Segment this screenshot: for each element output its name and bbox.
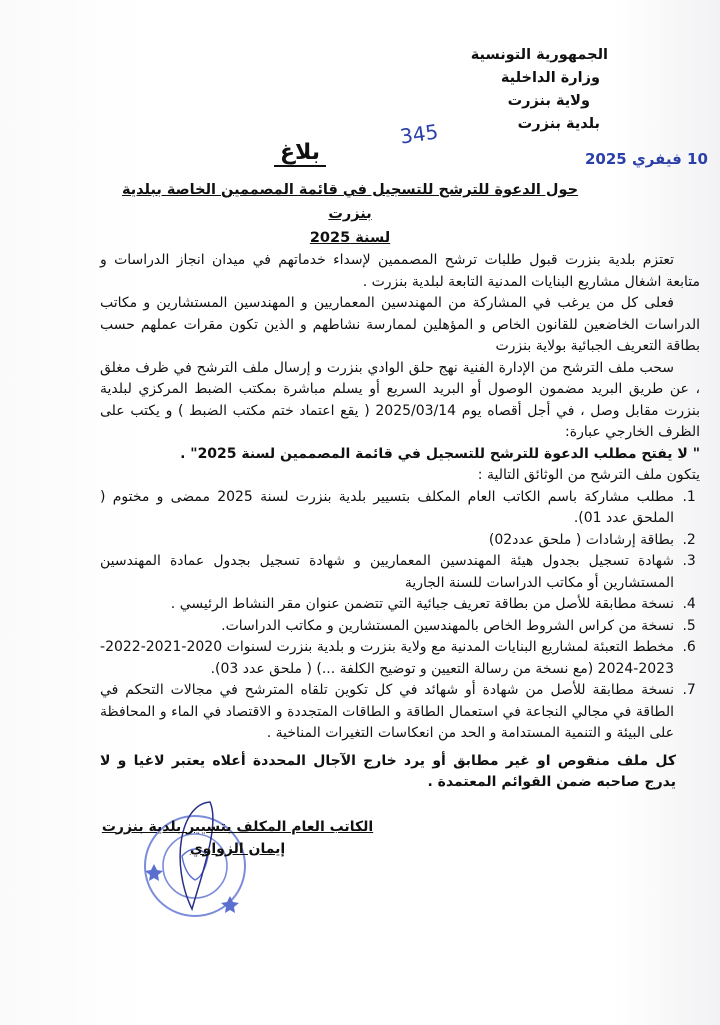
documents-list: [100, 487, 700, 745]
signature-area: [100, 816, 375, 950]
envelope-phrase: " لا يفتح مطلب الدعوة للترشح للتسجيل في قائمة المصممين لسنة 2025" .: [180, 445, 700, 462]
letterhead-line: ولاية بنزرت: [507, 93, 590, 109]
title-text: بلاغ: [274, 140, 326, 167]
document-item: 6. مخطط التعبئة لمشاريع البنايات المدنية مع ولاية بنزرت و بلدية بنزرت لسنوات 2020-2021-2022-2023-2024 (مع نسخة من رسالة التعيين و توضيح الكلفة ...) ( ملحق عدد 03).: [100, 637, 678, 680]
subtitle-line: لسنة 2025: [309, 230, 391, 246]
paragraph: تعتزم بلدية بنزرت قبول طلبات ترشح المصممين لإسداء خدماتهم في ميدان انجاز الدراسات و متابعة اشغال مشاريع البنايات المدنية التابعة لبلدية بنزرت .: [100, 252, 700, 290]
letterhead-line: الجمهورية التونسية: [470, 47, 608, 63]
document-item: 7. نسخة مطابقة للأصل من شهادة أو شهائد في كل تكوين تلقاه المترشح في مجالات التحكم في الطاقة في مجالي النجاعة في استعمال الطاقة و الطاقات المتجددة و الاقتصاد في الماء و المحافظة على البيئة و التنمية المستدامة و الحد من انعكاسات التغيرات المناخية .: [100, 680, 678, 745]
handwritten-reference-number: 345: [398, 119, 440, 149]
document-item: 4. نسخة مطابقة للأصل من بطاقة تعريف جبائية التي تتضمن عنوان مقر النشاط الرئيسي .: [100, 594, 678, 616]
signatory-title: الكاتب العام المكلف بتسيير بلدية بنزرت: [101, 818, 374, 835]
signature-block: [100, 816, 375, 860]
document-item: 1. مطلب مشاركة باسم الكاتب العام المكلف بتسيير بلدية بنزرت لسنة 2025 ممضى و مختوم ( الملحق عدد 01).: [100, 487, 678, 530]
document-item: 2. بطاقة إرشادات ( ملحق عدد02): [100, 530, 678, 552]
closing-note: كل ملف منقوص او غير مطابق أو يرد خارج الآجال المحددة أعلاه يعتبر لاغيا و لا يدرج صاحبه ضمن القوائم المعتمدة .: [100, 752, 676, 790]
signatory-name: إيمان الزواوي: [189, 840, 286, 857]
document-item: 5. نسخة من كراس الشروط الخاص بالمهندسين المستشارين و مكاتب الدراسات.: [100, 616, 678, 638]
subtitle-line: حول الدعوة للترشح للتسجيل في قائمة المصممين الخاصة ببلدية بنزرت: [121, 182, 579, 222]
paragraph: سحب ملف الترشح من الإدارة الفنية نهج حلق الوادي بنزرت و إرسال ملف الترشح في ظرف مغلق ، عن طريق البريد مضمون الوصول أو البريد السريع أو يسلم مباشرة بمكتب الضبط المركزي لبلدية بنزرت مقابل وصل ، في أجل أقصاه يوم 2025/03/14 ( يقع اعتماد ختم مكتب الضبط ) و يكتب على الظرف الخارجي عبارة:: [100, 359, 700, 440]
paragraph: فعلى كل من يرغب في المشاركة من المهندسين المعماريين و المهندسين المستشارين و مكاتب الدراسات الخاضعين للقانون الخاص و المؤهلين لممارسة نشاطهم و الذين تكون مقرات عملهم حسب بطاقة التعريف الجبائية بولاية بنزرت: [100, 295, 700, 354]
document-item: 3. شهادة تسجيل بجدول هيئة المهندسين المعماريين و شهادة تسجيل بجدول عمادة المهندسين المستشارين أو مكاتب الدراسات للسنة الجارية: [100, 551, 678, 594]
letterhead-line: بلدية بنزرت: [517, 116, 600, 132]
letterhead-line: وزارة الداخلية: [500, 70, 600, 86]
documents-intro: يتكون ملف الترشح من الوثائق التالية :: [477, 467, 700, 483]
document-body: [100, 250, 700, 794]
handwritten-date: 10 فيفري 2025: [585, 150, 708, 168]
document-subtitle: [100, 178, 600, 250]
